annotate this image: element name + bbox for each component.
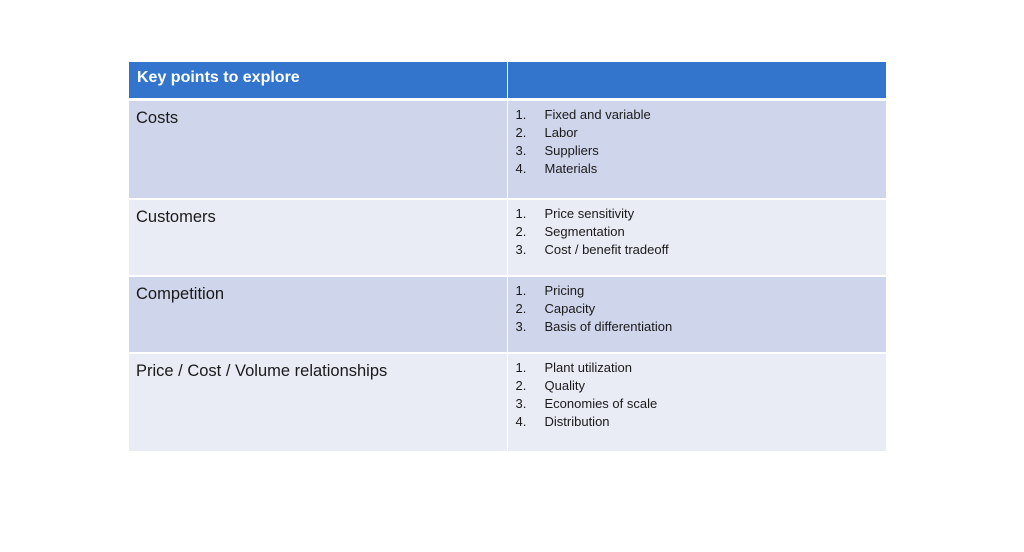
points-cell xyxy=(507,276,886,353)
list-item: 1. Plant utilization xyxy=(515,360,632,375)
list-item: 3. Cost / benefit tradeoff xyxy=(515,242,669,257)
key-points-table xyxy=(129,62,886,453)
list-item: 2. Quality xyxy=(515,378,585,393)
header-cell-left xyxy=(129,62,507,100)
header-cell-right xyxy=(507,62,886,100)
list-item: 3. Economies of scale xyxy=(515,396,658,411)
list-item: 3. Basis of differentiation xyxy=(515,319,673,334)
points-cell xyxy=(507,199,886,276)
topic-label: Customers xyxy=(136,208,216,226)
list-item: 3. Suppliers xyxy=(515,143,599,158)
topic-label: Costs xyxy=(136,109,179,127)
table-title: Key points to explore xyxy=(137,69,300,86)
list-item: 1. Pricing xyxy=(515,283,585,298)
topic-label: Competition xyxy=(136,285,225,303)
list-item: 4. Distribution xyxy=(515,414,610,429)
table-header-row xyxy=(129,62,886,100)
topic-cell xyxy=(129,199,507,276)
list-item: 1. Fixed and variable xyxy=(515,107,651,122)
points-cell xyxy=(507,353,886,452)
points-list xyxy=(508,354,887,437)
points-cell xyxy=(507,100,886,200)
list-item: 2. Segmentation xyxy=(515,224,625,239)
list-item: 2. Capacity xyxy=(515,301,596,316)
table-row xyxy=(129,199,886,276)
list-item: 4. Materials xyxy=(515,161,598,176)
topic-cell xyxy=(129,276,507,353)
points-list xyxy=(508,101,887,184)
list-item: 1. Price sensitivity xyxy=(515,206,635,221)
topic-cell xyxy=(129,353,507,452)
points-list xyxy=(508,277,887,342)
points-list xyxy=(508,200,887,265)
table-row xyxy=(129,100,886,200)
list-item: 2. Labor xyxy=(515,125,578,140)
topic-label: Price / Cost / Volume relationships xyxy=(136,362,388,380)
table-row xyxy=(129,353,886,452)
topic-cell xyxy=(129,100,507,200)
table-row xyxy=(129,276,886,353)
